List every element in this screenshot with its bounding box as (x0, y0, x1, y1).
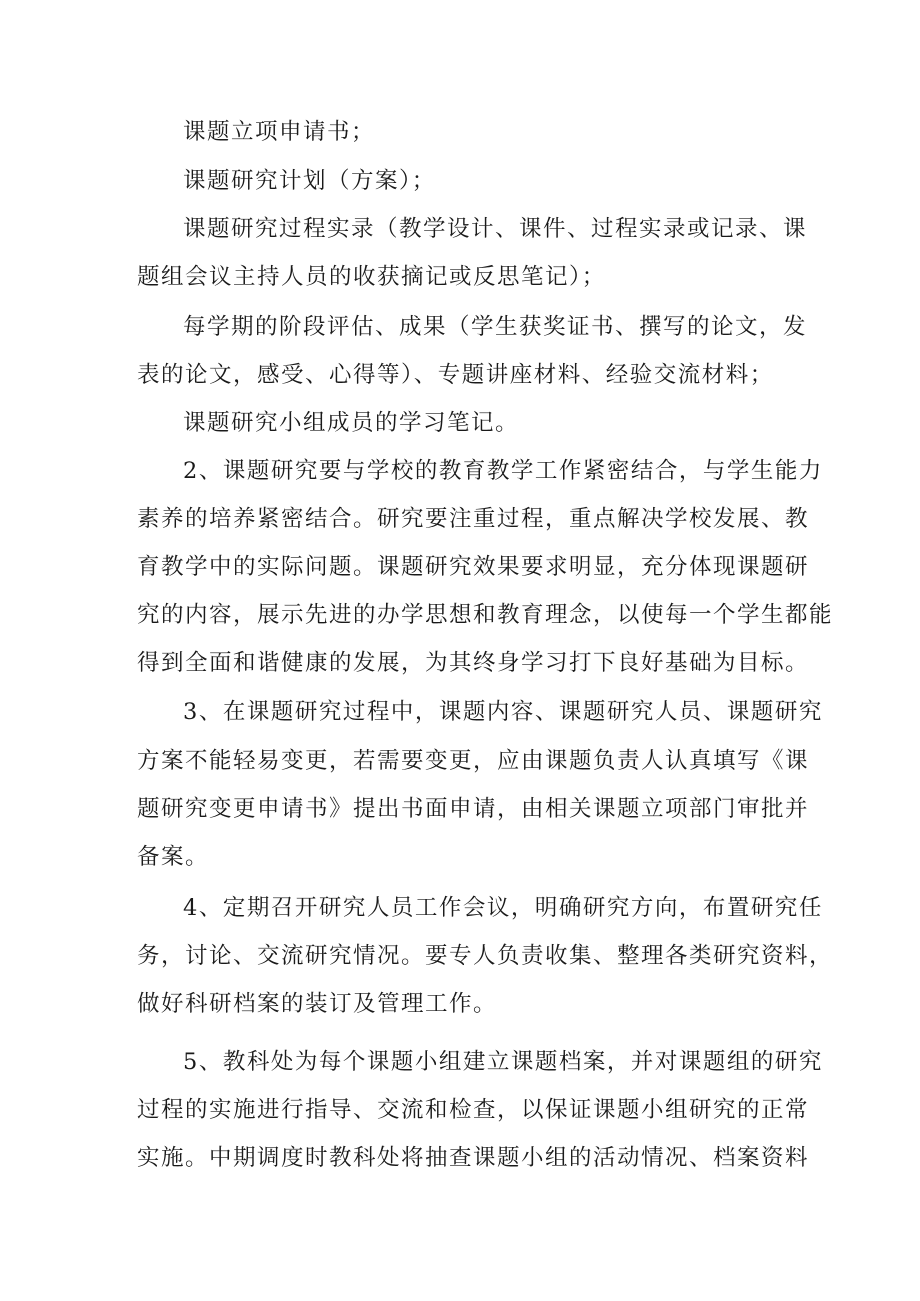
text-line: 备案。 (137, 844, 210, 870)
text-line: 素养的培养紧密结合。研究要注重过程，重点解决学校发展、教 (137, 506, 810, 532)
text-line: 做好科研档案的装订及管理工作。 (137, 991, 498, 1017)
text-line: 得到全面和谐健康的发展，为其终身学习打下良好基础为目标。 (137, 650, 810, 676)
text-line: 4、定期召开研究人员工作会议，明确研究方向，布置研究任 (183, 895, 823, 921)
text-line: 2、课题研究要与学校的教育教学工作紧密结合，与学生能力 (183, 458, 823, 484)
text-line: 实施。中期调度时教科处将抽查课题小组的活动情况、档案资料 (137, 1145, 810, 1171)
text-line: 务，讨论、交流研究情况。要专人负责收集、整理各类研究资料， (137, 943, 834, 969)
text-line: 表的论文，感受、心得等）、专题讲座材料、经验交流材料； (137, 362, 774, 388)
text-line: 育教学中的实际问题。课题研究效果要求明显，充分体现课题研 (137, 554, 810, 580)
text-line: 过程的实施进行指导、交流和检查，以保证课题小组研究的正常 (137, 1097, 810, 1123)
text-line: 究的内容，展示先进的办学思想和教育理念，以使每一个学生都能 (137, 602, 834, 628)
text-line: 3、在课题研究过程中，课题内容、课题研究人员、课题研究 (183, 699, 823, 725)
text-line: 题组会议主持人员的收获摘记或反思笔记）； (137, 264, 606, 290)
text-line: 每学期的阶段评估、成果（学生获奖证书、撰写的论文，发 (183, 314, 808, 340)
text-line: 题研究变更申请书》提出书面申请，由相关课题立项部门审批并 (137, 796, 810, 822)
text-line: 课题研究小组成员的学习笔记。 (183, 410, 520, 436)
text-line: 5、教科处为每个课题小组建立课题档案，并对课题组的研究 (183, 1049, 823, 1075)
text-line: 课题研究计划（方案）； (183, 168, 436, 194)
text-line: 方案不能轻易变更，若需要变更，应由课题负责人认真填写《课 (137, 748, 810, 774)
text-line: 课题立项申请书； (183, 119, 376, 145)
text-line: 课题研究过程实录（教学设计、课件、过程实录或记录、课 (183, 216, 808, 242)
